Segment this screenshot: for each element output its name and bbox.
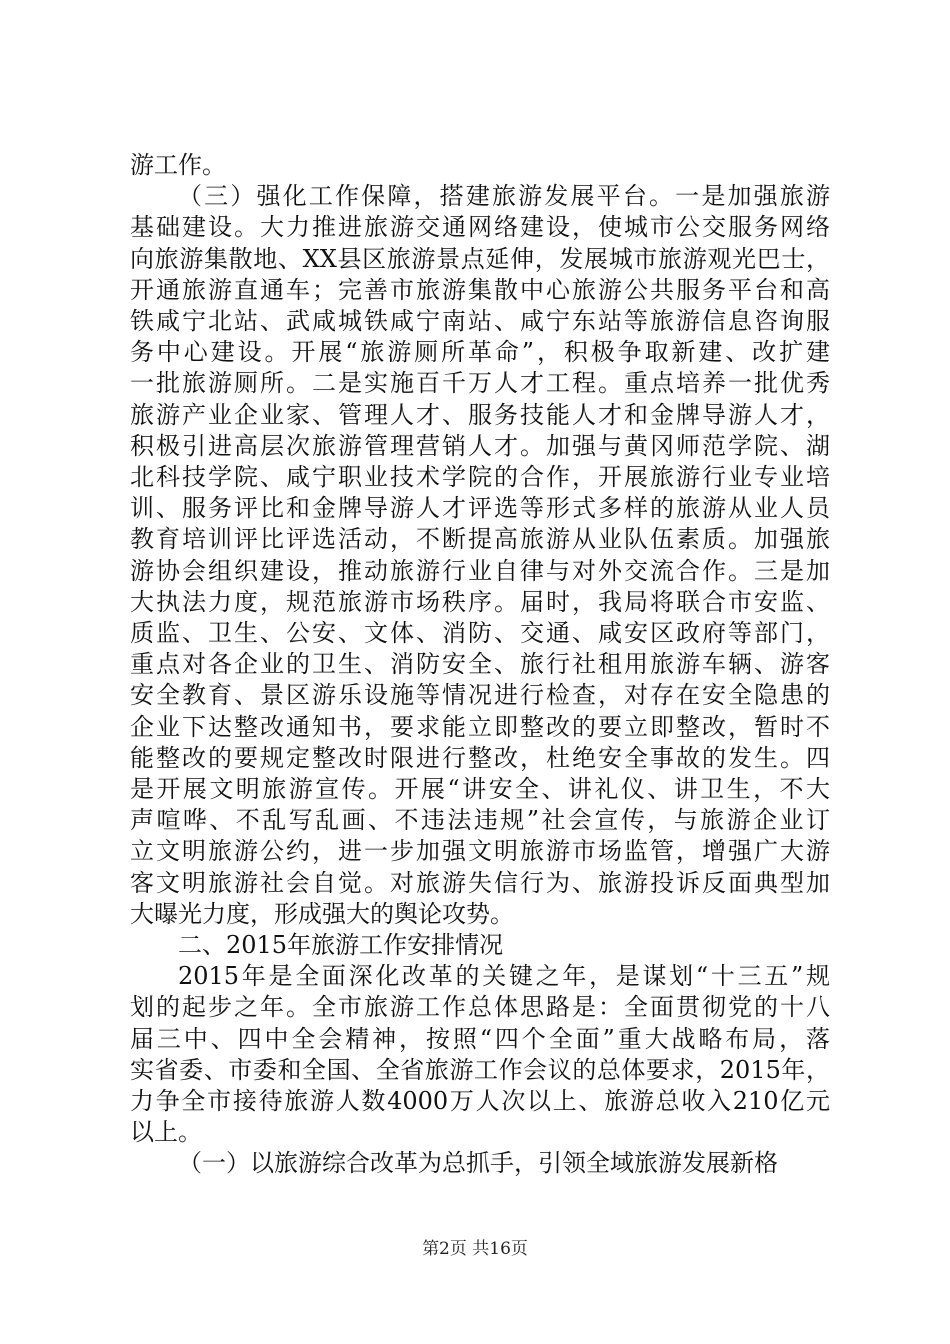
page-number: 第2页 共16页: [422, 1239, 528, 1259]
text-line: 训、服务评比和金牌导游人才评选等形式多样的旅游从业人员: [130, 494, 830, 523]
text-line: 重点对各企业的卫生、消防安全、旅行社租用旅游车辆、游客: [130, 650, 830, 679]
text-line: （三）强化工作保障，搭建旅游发展平台。一是加强旅游: [178, 182, 830, 211]
text-line: 一批旅游厕所。二是实施百千万人才工程。重点培养一批优秀: [130, 369, 830, 398]
text-line: 客文明旅游社会自觉。对旅游失信行为、旅游投诉反面典型加: [130, 868, 830, 897]
text-line: 铁咸宁北站、武咸城铁咸宁南站、咸宁东站等旅游信息咨询服: [130, 307, 830, 335]
text-line: 北科技学院、咸宁职业技术学院的合作，开展旅游行业专业培: [130, 463, 830, 491]
text-line: 旅游产业企业家、管理人才、服务技能人才和金牌导游人才，: [130, 400, 830, 429]
text-line: 能整改的要规定整改时限进行整改，杜绝安全事故的发生。四: [130, 743, 830, 772]
text-line: 积极引进高层次旅游管理营销人才。加强与黄冈师范学院、湖: [130, 431, 830, 460]
text-line: 2015年是全面深化改革的关键之年，是谋划“十三五”规: [178, 962, 830, 991]
text-line: 开通旅游直通车；完善市旅游集散中心旅游公共服务平台和高: [130, 275, 830, 304]
text-line: 是开展文明旅游宣传。开展“讲安全、讲礼仪、讲卫生，不大: [130, 775, 830, 803]
text-line: 大曝光力度，形成强大的舆论攻势。: [130, 899, 514, 928]
text-line: 声喧哗、不乱写乱画、不违法违规”社会宣传，与旅游企业订: [130, 806, 830, 835]
text-line: 务中心建设。开展“旅游厕所革命”，积极争取新建、改扩建: [130, 338, 830, 367]
text-line: 质监、卫生、公安、文体、消防、交通、咸安区政府等部门，: [130, 619, 830, 647]
section-heading: 二、2015年旅游工作安排情况: [178, 931, 504, 959]
text-line: 安全教育、景区游乐设施等情况进行检查，对存在安全隐患的: [130, 681, 830, 710]
text-line: 教育培训评比评选活动，不断提高旅游从业队伍素质。加强旅: [130, 525, 830, 554]
text-line: 划的起步之年。全市旅游工作总体思路是：全面贯彻党的十八: [130, 993, 830, 1022]
text-line: 游工作。: [130, 151, 226, 179]
text-line: 力争全市接待旅游人数4000万人次以上、旅游总收入210亿元: [130, 1087, 830, 1115]
text-line: （一）以旅游综合改革为总抓手，引领全域旅游发展新格: [178, 1149, 778, 1178]
text-line: 企业下达整改通知书，要求能立即整改的要立即整改，暂时不: [130, 712, 830, 741]
text-line: 立文明旅游公约，进一步加强文明旅游市场监管，增强广大游: [130, 837, 830, 866]
text-line: 大执法力度，规范旅游市场秩序。届时，我局将联合市安监、: [130, 587, 830, 616]
text-line: 届三中、四中全会精神，按照“四个全面”重大战略布局，落: [130, 1024, 830, 1053]
text-line: 游协会组织建设，推动旅游行业自律与对外交流合作。三是加: [130, 556, 830, 585]
text-line: 基础建设。大力推进旅游交通网络建设，使城市公交服务网络: [130, 213, 830, 242]
text-line: 向旅游集散地、XX县区旅游景点延伸，发展城市旅游观光巴士，: [130, 244, 830, 273]
text-line: 实省委、市委和全国、全省旅游工作会议的总体要求，2015年，: [130, 1055, 830, 1084]
text-line: 以上。: [130, 1118, 202, 1147]
